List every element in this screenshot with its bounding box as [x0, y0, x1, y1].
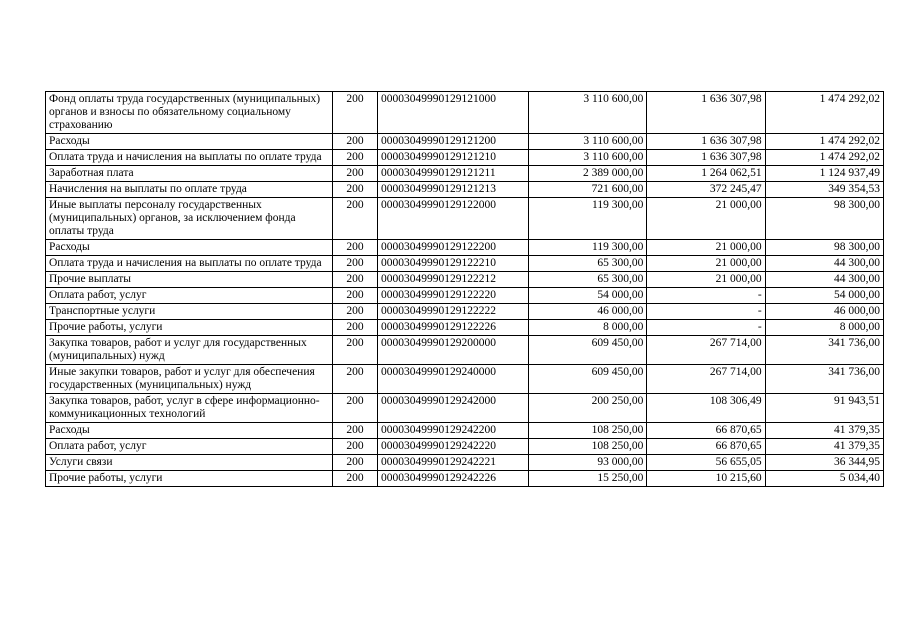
row-executed-cell: 66 870,65	[647, 439, 765, 455]
row-name-cell: Заработная плата	[46, 166, 333, 182]
row-classification-cell: 00003049990129121000	[378, 92, 529, 134]
row-approved-cell: 3 110 600,00	[529, 134, 647, 150]
row-name-cell: Фонд оплаты труда государственных (муниципальных) органов и взносы по обязательному социальному страхованию	[46, 92, 333, 134]
row-code-cell: 200	[333, 182, 378, 198]
table-row	[46, 320, 884, 336]
row-classification-cell: 00003049990129122212	[378, 272, 529, 288]
table-row	[46, 365, 884, 394]
table-row	[46, 182, 884, 198]
row-name-cell: Расходы	[46, 240, 333, 256]
row-executed-cell: 267 714,00	[647, 365, 765, 394]
table-row	[46, 423, 884, 439]
row-code-cell: 200	[333, 439, 378, 455]
row-remaining-cell: 1 474 292,02	[765, 92, 883, 134]
row-approved-cell: 609 450,00	[529, 365, 647, 394]
row-classification-cell: 00003049990129242221	[378, 455, 529, 471]
row-classification-cell: 00003049990129122222	[378, 304, 529, 320]
row-approved-cell: 119 300,00	[529, 198, 647, 240]
row-name-cell: Оплата работ, услуг	[46, 288, 333, 304]
table-row	[46, 134, 884, 150]
row-approved-cell: 2 389 000,00	[529, 166, 647, 182]
row-remaining-cell: 341 736,00	[765, 365, 883, 394]
row-classification-cell: 00003049990129122210	[378, 256, 529, 272]
budget-execution-table	[45, 91, 884, 487]
row-classification-cell: 00003049990129122200	[378, 240, 529, 256]
row-approved-cell: 8 000,00	[529, 320, 647, 336]
row-approved-cell: 65 300,00	[529, 272, 647, 288]
row-remaining-cell: 44 300,00	[765, 256, 883, 272]
row-code-cell: 200	[333, 272, 378, 288]
row-name-cell: Оплата труда и начисления на выплаты по оплате труда	[46, 256, 333, 272]
row-classification-cell: 00003049990129122226	[378, 320, 529, 336]
row-code-cell: 200	[333, 320, 378, 336]
row-name-cell: Оплата работ, услуг	[46, 439, 333, 455]
row-remaining-cell: 98 300,00	[765, 240, 883, 256]
row-code-cell: 200	[333, 256, 378, 272]
table-row	[46, 150, 884, 166]
row-remaining-cell: 36 344,95	[765, 455, 883, 471]
row-code-cell: 200	[333, 471, 378, 487]
row-classification-cell: 00003049990129242000	[378, 394, 529, 423]
table-row	[46, 288, 884, 304]
row-approved-cell: 108 250,00	[529, 439, 647, 455]
row-code-cell: 200	[333, 134, 378, 150]
row-executed-cell: -	[647, 304, 765, 320]
row-code-cell: 200	[333, 304, 378, 320]
row-approved-cell: 119 300,00	[529, 240, 647, 256]
table-row	[46, 471, 884, 487]
row-classification-cell: 00003049990129240000	[378, 365, 529, 394]
row-remaining-cell: 341 736,00	[765, 336, 883, 365]
row-remaining-cell: 54 000,00	[765, 288, 883, 304]
row-classification-cell: 00003049990129242226	[378, 471, 529, 487]
row-remaining-cell: 91 943,51	[765, 394, 883, 423]
table-row	[46, 198, 884, 240]
row-approved-cell: 721 600,00	[529, 182, 647, 198]
row-name-cell: Иные выплаты персоналу государственных (муниципальных) органов, за исключением фонда оплаты труда	[46, 198, 333, 240]
table-row	[46, 240, 884, 256]
table-row	[46, 166, 884, 182]
row-remaining-cell: 98 300,00	[765, 198, 883, 240]
row-name-cell: Прочие работы, услуги	[46, 471, 333, 487]
row-classification-cell: 00003049990129242220	[378, 439, 529, 455]
row-approved-cell: 15 250,00	[529, 471, 647, 487]
row-remaining-cell: 1 474 292,02	[765, 150, 883, 166]
row-code-cell: 200	[333, 365, 378, 394]
row-approved-cell: 93 000,00	[529, 455, 647, 471]
row-executed-cell: 21 000,00	[647, 256, 765, 272]
row-code-cell: 200	[333, 92, 378, 134]
row-approved-cell: 609 450,00	[529, 336, 647, 365]
row-executed-cell: 1 636 307,98	[647, 92, 765, 134]
row-executed-cell: 21 000,00	[647, 198, 765, 240]
row-name-cell: Начисления на выплаты по оплате труда	[46, 182, 333, 198]
row-approved-cell: 200 250,00	[529, 394, 647, 423]
row-name-cell: Услуги связи	[46, 455, 333, 471]
row-code-cell: 200	[333, 150, 378, 166]
row-name-cell: Расходы	[46, 423, 333, 439]
row-executed-cell: 56 655,05	[647, 455, 765, 471]
row-name-cell: Иные закупки товаров, работ и услуг для обеспечения государственных (муниципальных) нужд	[46, 365, 333, 394]
row-name-cell: Расходы	[46, 134, 333, 150]
row-executed-cell: 21 000,00	[647, 272, 765, 288]
row-executed-cell: 1 636 307,98	[647, 134, 765, 150]
row-remaining-cell: 8 000,00	[765, 320, 883, 336]
row-code-cell: 200	[333, 423, 378, 439]
row-approved-cell: 65 300,00	[529, 256, 647, 272]
row-remaining-cell: 44 300,00	[765, 272, 883, 288]
row-classification-cell: 00003049990129121200	[378, 134, 529, 150]
row-approved-cell: 108 250,00	[529, 423, 647, 439]
row-code-cell: 200	[333, 288, 378, 304]
row-code-cell: 200	[333, 394, 378, 423]
table-row	[46, 256, 884, 272]
row-remaining-cell: 41 379,35	[765, 439, 883, 455]
row-remaining-cell: 46 000,00	[765, 304, 883, 320]
row-executed-cell: -	[647, 288, 765, 304]
table-body	[46, 92, 884, 487]
row-name-cell: Оплата труда и начисления на выплаты по оплате труда	[46, 150, 333, 166]
row-remaining-cell: 5 034,40	[765, 471, 883, 487]
table-row	[46, 455, 884, 471]
row-name-cell: Прочие выплаты	[46, 272, 333, 288]
row-executed-cell: 108 306,49	[647, 394, 765, 423]
table-row	[46, 336, 884, 365]
row-classification-cell: 00003049990129121213	[378, 182, 529, 198]
row-code-cell: 200	[333, 240, 378, 256]
row-code-cell: 200	[333, 336, 378, 365]
row-code-cell: 200	[333, 455, 378, 471]
row-approved-cell: 3 110 600,00	[529, 150, 647, 166]
table-row	[46, 92, 884, 134]
row-name-cell: Прочие работы, услуги	[46, 320, 333, 336]
row-executed-cell: 267 714,00	[647, 336, 765, 365]
table-row	[46, 272, 884, 288]
row-classification-cell: 00003049990129121211	[378, 166, 529, 182]
row-approved-cell: 54 000,00	[529, 288, 647, 304]
row-approved-cell: 3 110 600,00	[529, 92, 647, 134]
row-executed-cell: 10 215,60	[647, 471, 765, 487]
row-remaining-cell: 1 124 937,49	[765, 166, 883, 182]
row-classification-cell: 00003049990129242200	[378, 423, 529, 439]
row-classification-cell: 00003049990129200000	[378, 336, 529, 365]
row-classification-cell: 00003049990129121210	[378, 150, 529, 166]
row-classification-cell: 00003049990129122220	[378, 288, 529, 304]
table-row	[46, 304, 884, 320]
row-name-cell: Закупка товаров, работ, услуг в сфере информационно-коммуникационных технологий	[46, 394, 333, 423]
row-name-cell: Транспортные услуги	[46, 304, 333, 320]
row-code-cell: 200	[333, 166, 378, 182]
table-row	[46, 439, 884, 455]
row-executed-cell: 1 264 062,51	[647, 166, 765, 182]
row-classification-cell: 00003049990129122000	[378, 198, 529, 240]
row-name-cell: Закупка товаров, работ и услуг для государственных (муниципальных) нужд	[46, 336, 333, 365]
row-code-cell: 200	[333, 198, 378, 240]
row-approved-cell: 46 000,00	[529, 304, 647, 320]
row-executed-cell: 1 636 307,98	[647, 150, 765, 166]
row-executed-cell: 372 245,47	[647, 182, 765, 198]
table-row	[46, 394, 884, 423]
row-executed-cell: 66 870,65	[647, 423, 765, 439]
row-remaining-cell: 1 474 292,02	[765, 134, 883, 150]
row-remaining-cell: 349 354,53	[765, 182, 883, 198]
row-remaining-cell: 41 379,35	[765, 423, 883, 439]
row-executed-cell: 21 000,00	[647, 240, 765, 256]
row-executed-cell: -	[647, 320, 765, 336]
